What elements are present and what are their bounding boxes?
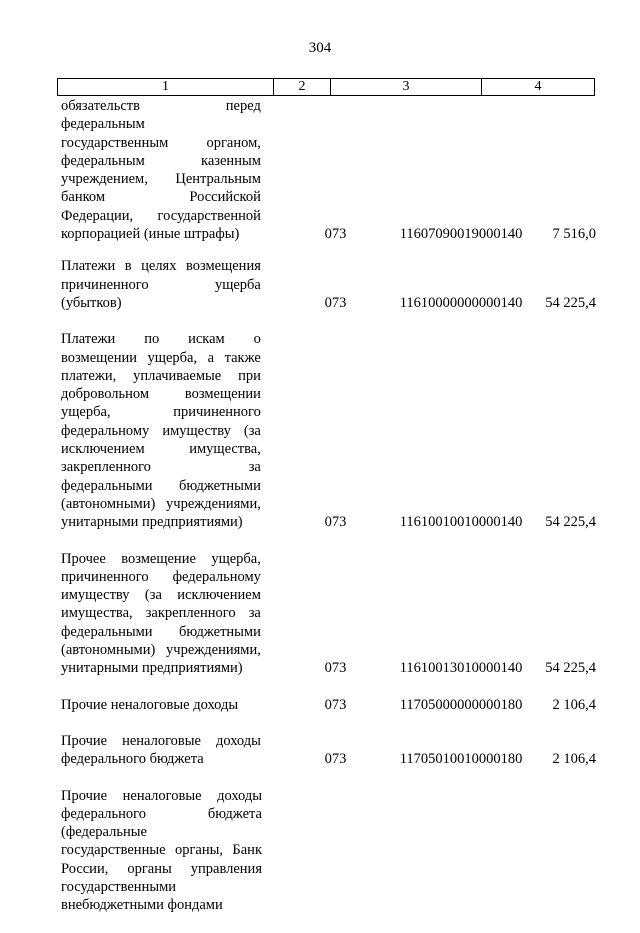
table-row — [61, 696, 599, 714]
description-line: Федерации, государственной — [61, 207, 261, 224]
table-row — [61, 330, 599, 531]
admin-code: 073 — [324, 514, 347, 531]
table-body — [61, 97, 599, 933]
description-line: добровольном возмещении — [61, 386, 261, 403]
amount: 54 225,4 — [545, 294, 596, 311]
header-col-3: 3 — [330, 79, 481, 95]
description-line: ущерба, причиненного — [61, 404, 261, 421]
table-row — [61, 732, 599, 769]
amount: 54 225,4 — [545, 660, 596, 677]
description-line: платежи, уплачиваемые при — [61, 367, 261, 384]
description-line: государственным органом, — [61, 134, 261, 151]
amount: 7 516,0 — [552, 226, 596, 243]
description-line: (автономными) учреждениями, — [61, 495, 261, 512]
description-line: корпорацией (иные штрафы) — [61, 226, 240, 243]
row-description — [61, 732, 261, 769]
description-line: федеральным — [61, 116, 145, 133]
budget-code: 11705010010000180 — [399, 751, 523, 768]
description-line: федеральному имуществу (за — [61, 422, 261, 439]
description-line: Прочие неналоговые доходы — [61, 732, 261, 749]
amount: 2 106,4 — [552, 696, 596, 713]
table-row — [61, 257, 599, 312]
description-line: России, органы управления — [61, 860, 262, 877]
budget-code: 11610010010000140 — [399, 514, 523, 531]
table-row — [61, 787, 599, 915]
description-line: Платежи по искам о — [61, 331, 261, 348]
description-line: федеральными бюджетными — [61, 477, 261, 494]
amount: 2 106,4 — [552, 751, 596, 768]
description-line: возмещении ущерба, а также — [61, 349, 261, 366]
description-line: внебюджетными фондами — [61, 897, 223, 914]
description-line: имущества, закрепленного за — [61, 605, 261, 622]
description-line: унитарными предприятиями) — [61, 514, 243, 531]
description-line: имуществу (за исключением — [61, 587, 261, 604]
description-line: причиненного федеральному — [61, 568, 261, 585]
header-col-4: 4 — [481, 79, 594, 95]
description-line: причиненного ущерба — [61, 276, 261, 293]
table-header — [57, 78, 595, 96]
description-line: федеральными бюджетными — [61, 623, 261, 640]
description-line: Прочее возмещение ущерба, — [61, 550, 261, 567]
row-description — [61, 550, 261, 678]
header-col-2: 2 — [273, 79, 330, 95]
table-row — [61, 97, 599, 243]
description-line: Прочие неналоговые доходы — [61, 787, 262, 804]
row-description — [61, 97, 261, 243]
table-row — [61, 550, 599, 678]
description-line: закрепленного за — [61, 459, 261, 476]
description-line: унитарными предприятиями) — [61, 660, 243, 677]
description-line: обязательств перед — [61, 98, 261, 114]
description-line: (федеральные — [61, 824, 147, 841]
budget-code: 11610013010000140 — [399, 660, 523, 677]
admin-code: 073 — [324, 696, 347, 713]
description-line: федерального бюджета — [61, 751, 204, 768]
description-line: учреждением, Центральным — [61, 171, 261, 188]
row-description — [61, 330, 261, 531]
budget-code: 11705000000000180 — [399, 696, 523, 713]
header-col-1: 1 — [162, 79, 169, 94]
description-line: банком Российской — [61, 189, 261, 206]
row-description — [61, 696, 261, 714]
description-line: исключением имущества, — [61, 441, 261, 458]
description-line: (убытков) — [61, 294, 122, 311]
row-description — [61, 787, 262, 915]
description-line: Платежи в целях возмещения — [61, 258, 261, 275]
row-description — [61, 257, 261, 312]
amount: 54 225,4 — [545, 514, 596, 531]
description-line: федеральным казенным — [61, 152, 261, 169]
description-line: федерального бюджета — [61, 805, 262, 822]
admin-code: 073 — [324, 660, 347, 677]
budget-code: 11607090019000140 — [399, 226, 523, 243]
description-line: государственные органы, Банк — [61, 842, 262, 859]
description-line: (автономными) учреждениями, — [61, 642, 261, 659]
admin-code: 073 — [324, 751, 347, 768]
description-line: государственными — [61, 878, 177, 895]
description-line: Прочие неналоговые доходы — [61, 696, 239, 713]
admin-code: 073 — [324, 294, 347, 311]
page-number: 304 — [308, 40, 332, 56]
admin-code: 073 — [324, 226, 347, 243]
budget-code: 11610000000000140 — [399, 294, 523, 311]
